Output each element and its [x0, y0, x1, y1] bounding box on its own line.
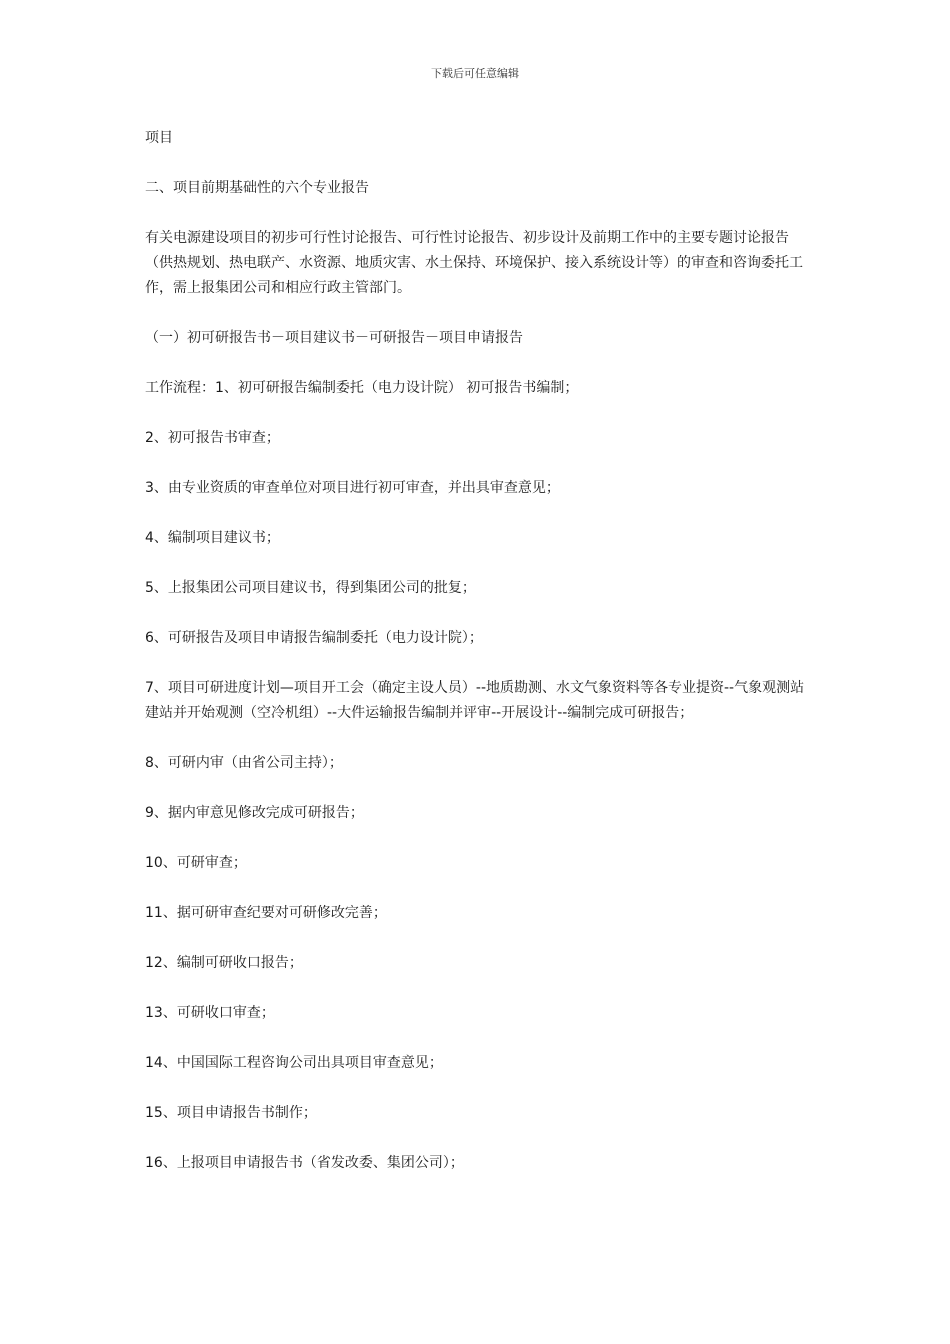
section-heading: 二、项目前期基础性的六个专业报告	[145, 180, 369, 196]
workflow-step-16: 16、上报项目申请报告书（省发改委、集团公司）；	[145, 1155, 464, 1171]
workflow-step-11: 11、据可研审查纪要对可研修改完善；	[145, 905, 387, 921]
workflow-step-9: 9、据内审意见修改完成可研报告；	[145, 805, 364, 821]
paragraph-intro: 有关电源建设项目的初步可行性讨论报告、可行性讨论报告、初步设计及前期工作中的主要专题讨论报告（供热规划、热电联产、水资源、地质灾害、水土保持、环境保护、接入系统设计等）的审查和咨询委托工作，需上报集团公司和相应行政主管部门。	[145, 230, 803, 296]
workflow-step-12: 12、编制可研收口报告；	[145, 955, 303, 971]
page-header-note: 下载后可任意编辑	[431, 67, 519, 80]
workflow-step-6: 6、可研报告及项目申请报告编制委托（电力设计院）；	[145, 630, 483, 646]
workflow-step-13: 13、可研收口审查；	[145, 1005, 275, 1021]
workflow-step-7: 7、项目可研进度计划—项目开工会（确定主设人员）--地质勘测、水文气象资料等各专业提资--气象观测站建站并开始观测（空冷机组）--大件运输报告编制并评审--开展设计--编制完成可研报告；	[145, 680, 805, 721]
workflow-step-5: 5、上报集团公司项目建议书，得到集团公司的批复；	[145, 580, 476, 596]
workflow-step-1: 工作流程：1、初可研报告编制委托（电力设计院） 初可报告书编制；	[145, 380, 579, 396]
paragraph-project: 项目	[145, 130, 173, 146]
workflow-step-8: 8、可研内审（由省公司主持）；	[145, 755, 343, 771]
workflow-step-10: 10、可研审查；	[145, 855, 247, 871]
workflow-step-2: 2、初可报告书审查；	[145, 430, 280, 446]
subsection-heading: （一）初可研报告书－项目建议书－可研报告－项目申请报告	[145, 330, 523, 346]
workflow-step-3: 3、由专业资质的审查单位对项目进行初可审查，并出具审查意见；	[145, 480, 560, 496]
workflow-step-15: 15、项目申请报告书制作；	[145, 1105, 317, 1121]
document-body	[145, 126, 810, 1201]
workflow-step-14: 14、中国国际工程咨询公司出具项目审查意见；	[145, 1055, 443, 1071]
workflow-step-4: 4、编制项目建议书；	[145, 530, 280, 546]
